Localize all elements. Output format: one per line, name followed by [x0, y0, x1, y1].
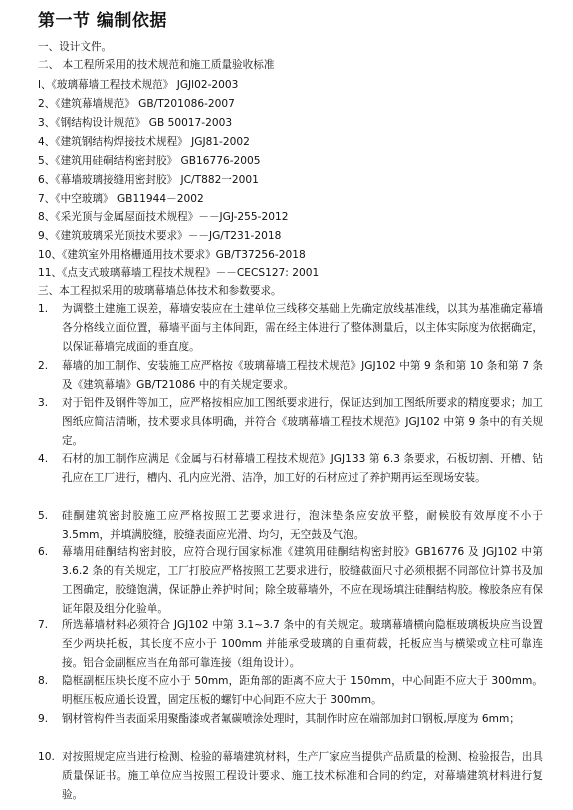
standard-item-6: 6、《幕墙玻璃接缝用密封胶》 JC/T882一2001	[38, 174, 259, 186]
requirement-item-7	[38, 616, 543, 673]
requirement-number: 7.	[38, 619, 49, 631]
requirement-number: 6.	[38, 546, 49, 558]
requirement-text: 石材的加工制作应满足《金属与石材幕墙工程技术规范》JGJ133 第 6.3 条要求，石板切割、开槽、钻孔应在工厂进行，槽内、孔内应光滑、洁净，加工好的石材应过了养护期再运至现场安装。	[62, 453, 543, 484]
standard-item-5: 5、《建筑用硅硐结构密封胶》 GB16776-2005	[38, 155, 261, 167]
requirement-item-9	[38, 710, 543, 729]
requirement-item-2	[38, 357, 543, 395]
design-docs-heading: 一、设计文件。	[38, 41, 113, 53]
requirement-number: 3.	[38, 397, 49, 409]
requirement-number: 2.	[38, 360, 49, 372]
standard-item-3: 3、《钢结构设计规范》 GB 50017-2003	[38, 117, 233, 129]
requirement-number: 10.	[38, 751, 55, 763]
standard-item-7: 7、《中空玻璃》 GB11944－2002	[38, 193, 204, 205]
standard-item-9: 9、《建筑玻璃采光顶技术要求》－－JG/T231-2018	[38, 230, 282, 242]
requirement-number: 5.	[38, 510, 49, 522]
requirement-number: 4.	[38, 453, 49, 465]
requirement-text: 对按照规定应当进行检测、检验的幕墙建筑材料，生产厂家应当提供产品质量的检测、检验报告，出具质量保证书。施工单位应当按照工程设计要求、施工技术标准和合同的约定，对幕墙建筑材料进行复验。	[62, 751, 543, 801]
requirement-number: 8.	[38, 675, 49, 687]
section-title: 第一节 编制依据	[38, 11, 167, 31]
requirement-text: 幕墙用硅酮结构密封胶，应符合现行国家标准《建筑用硅酮结构密封胶》GB16776 及 JGJ102 中第 3.6.2 条的有关规定，工厂打胶应严格按照工艺要求进行，胶缝截面尺寸必须根据不同部位计算书及加工图确定，胶缝饱满，保证静止养护时间；除全玻幕墙外，不应在现场填注硅酮结构胶。橡胶条应有保证年限及组分化验单。	[62, 546, 543, 615]
standard-item-4: 4、《建筑钢结构焊接技术规程》 JGJ81-2002	[38, 136, 250, 148]
standard-item-8: 8、《采光顶与金属屋面技术规程》－－JGJ-255-2012	[38, 211, 289, 223]
requirement-item-4	[38, 450, 543, 488]
standards-heading: 二、 本工程所采用的技术规范和施工质量验收标准	[38, 59, 275, 71]
requirement-text: 幕墙的加工制作、安装施工应严格按《玻璃幕墙工程技术规范》JGJ102 中第 9 条和第 10 条和第 7 条及《建筑幕墙》GB/T21086 中的有关规定要求。	[62, 360, 543, 391]
requirement-number: 9.	[38, 713, 49, 725]
requirement-item-3	[38, 394, 543, 451]
requirement-item-10	[38, 748, 543, 805]
standard-item-1: l、《玻璃幕墙工程技术规范》 JGJl02-2003	[38, 79, 239, 91]
requirement-number: 1.	[38, 303, 49, 315]
requirement-item-8	[38, 672, 543, 710]
tech-params-heading: 三、本工程拟采用的玻璃幕墙总体技术和参数要求。	[38, 285, 282, 297]
standard-item-11: 11、《点支式玻璃幕墙工程技术规程》－－CECS127: 2001	[38, 267, 320, 279]
standard-item-2: 2、《建筑幕墙规范》 GB/T201086-2007	[38, 98, 235, 110]
requirement-item-1	[38, 300, 543, 357]
requirement-text: 对于铝件及钢件等加工，应严格按相应加工图纸要求进行，保证达到加工图纸所要求的精度要求；加工图纸应简洁清晰，技术要求具体明确，并符合《玻璃幕墙工程技术规范》JGJ102 中第 9 条中的有关规定。	[62, 397, 543, 447]
requirement-text: 隐框副框压块长度不应小于 50mm，距角部的距离不应大于 150mm，中心间距不应大于 300mm。明框压板应通长设置，固定压板的螺钉中心间距不应大于 300mm。	[62, 675, 543, 706]
standard-item-10: 10、《建筑室外用格栅通用技术要求》GB/T37256-2018	[38, 249, 306, 261]
requirement-text: 所选幕墙材料必须符合 JGJ102 中第 3.1~3.7 条中的有关规定。玻璃幕墙横向隐框玻璃板块应当设置至少两块托板，其长度不应小于 100mm 并能承受玻璃的自重荷载，托板应当与横梁或立柱可靠连接。铝合金副框应当在角部可靠连接（组角设计）。	[62, 619, 543, 669]
requirement-text: 为调整土建施工误差，幕墙安装应在土建单位三线移交基础上先确定放线基准线，以其为基准确定幕墙各分格线立面位置，幕墙平面与主体间距，需在经主体进行了整体测量后，以主体实际度为依据确定，以保证幕墙完成面的垂直度。	[62, 303, 543, 353]
requirement-item-5	[38, 507, 543, 545]
requirement-item-6	[38, 543, 543, 619]
requirement-text: 硅酮建筑密封胶施工应严格按照工艺要求进行，泡沫垫条应安放平整，耐候胶有效厚度不小于 3.5mm，并填满胶缝，胶缝表面应光滑、均匀，无空鼓及气泡。	[62, 510, 543, 541]
requirement-text: 钢材管构件当表面采用聚酯漆或者氟碳喷涂处理时，其制作时应在端部加封口钢板,厚度为 6mm；	[62, 713, 520, 725]
